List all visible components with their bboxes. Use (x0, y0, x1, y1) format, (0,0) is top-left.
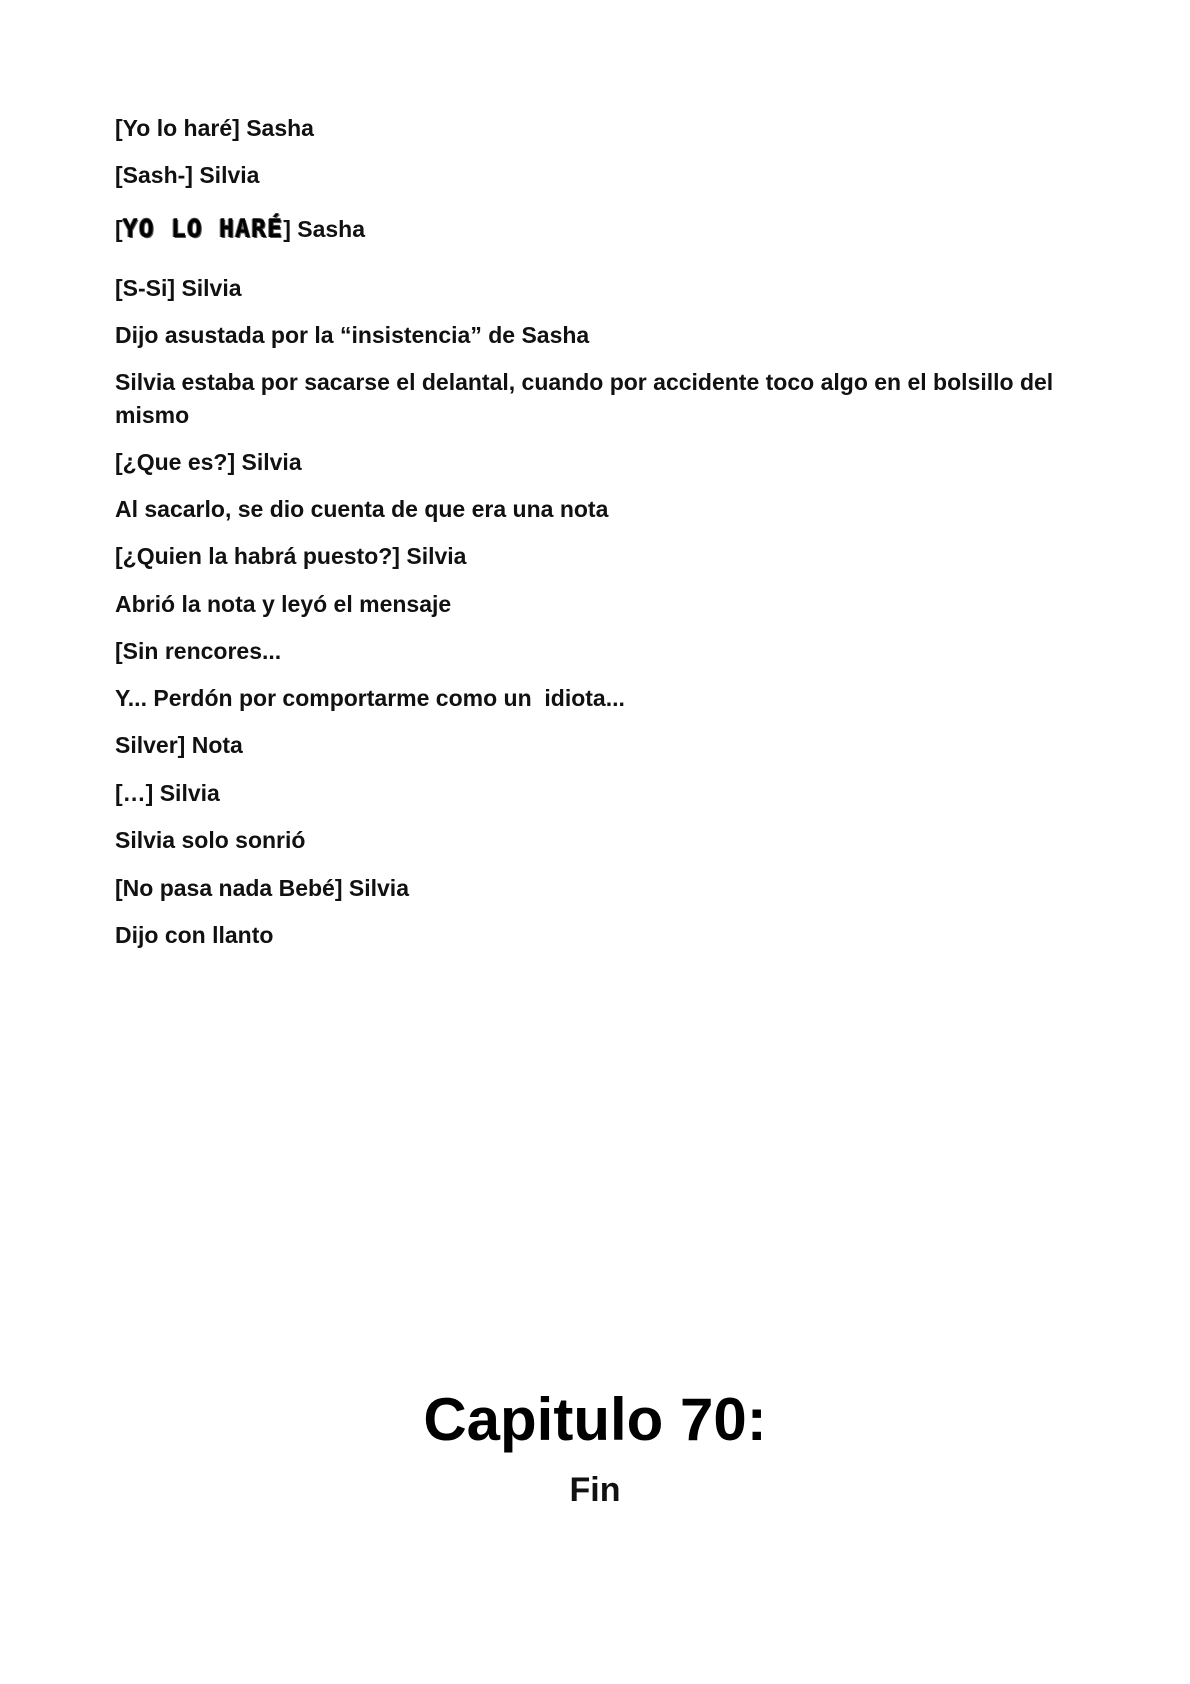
text-line-14: […] Silvia (115, 780, 220, 806)
text-line-7: [¿Que es?] Silvia (115, 449, 302, 475)
chapter-title: Capitulo 70: (423, 1386, 767, 1453)
chapter-subtitle: Fin (569, 1471, 621, 1509)
text-line-4: [S-Si] Silvia (115, 275, 242, 301)
text-line-5: Dijo asustada por la “insistencia” de Sasha (115, 322, 590, 348)
text-line-9: [¿Quien la habrá puesto?] Silvia (115, 543, 467, 569)
text-line-11: [Sin rencores... (115, 638, 282, 664)
bracket-close-speaker: ] Sasha (283, 216, 366, 242)
text-line-16: [No pasa nada Bebé] Silvia (115, 875, 409, 901)
text-line-15: Silvia solo sonrió (115, 827, 306, 853)
text-line-8: Al sacarlo, se dio cuenta de que era una nota (115, 496, 609, 522)
bracket-open: [ (115, 216, 123, 242)
text-line-1: [Yo lo haré] Sasha (115, 115, 314, 141)
text-line-13: Silver] Nota (115, 732, 243, 758)
text-line-17: Dijo con llanto (115, 922, 274, 948)
text-line-10: Abrió la nota y leyó el mensaje (115, 591, 452, 617)
text-line-2: [Sash-] Silvia (115, 162, 260, 188)
stylized-shout-text: YO LO HARÉ (122, 214, 284, 243)
text-line-6: Silvia estaba por sacarse el delantal, cuando por accidente toco algo en el bolsillo del mismo (115, 369, 1060, 428)
text-line-12: Y... Perdón por comportarme como un idiota... (115, 685, 625, 711)
text-line-3 (115, 212, 1075, 246)
